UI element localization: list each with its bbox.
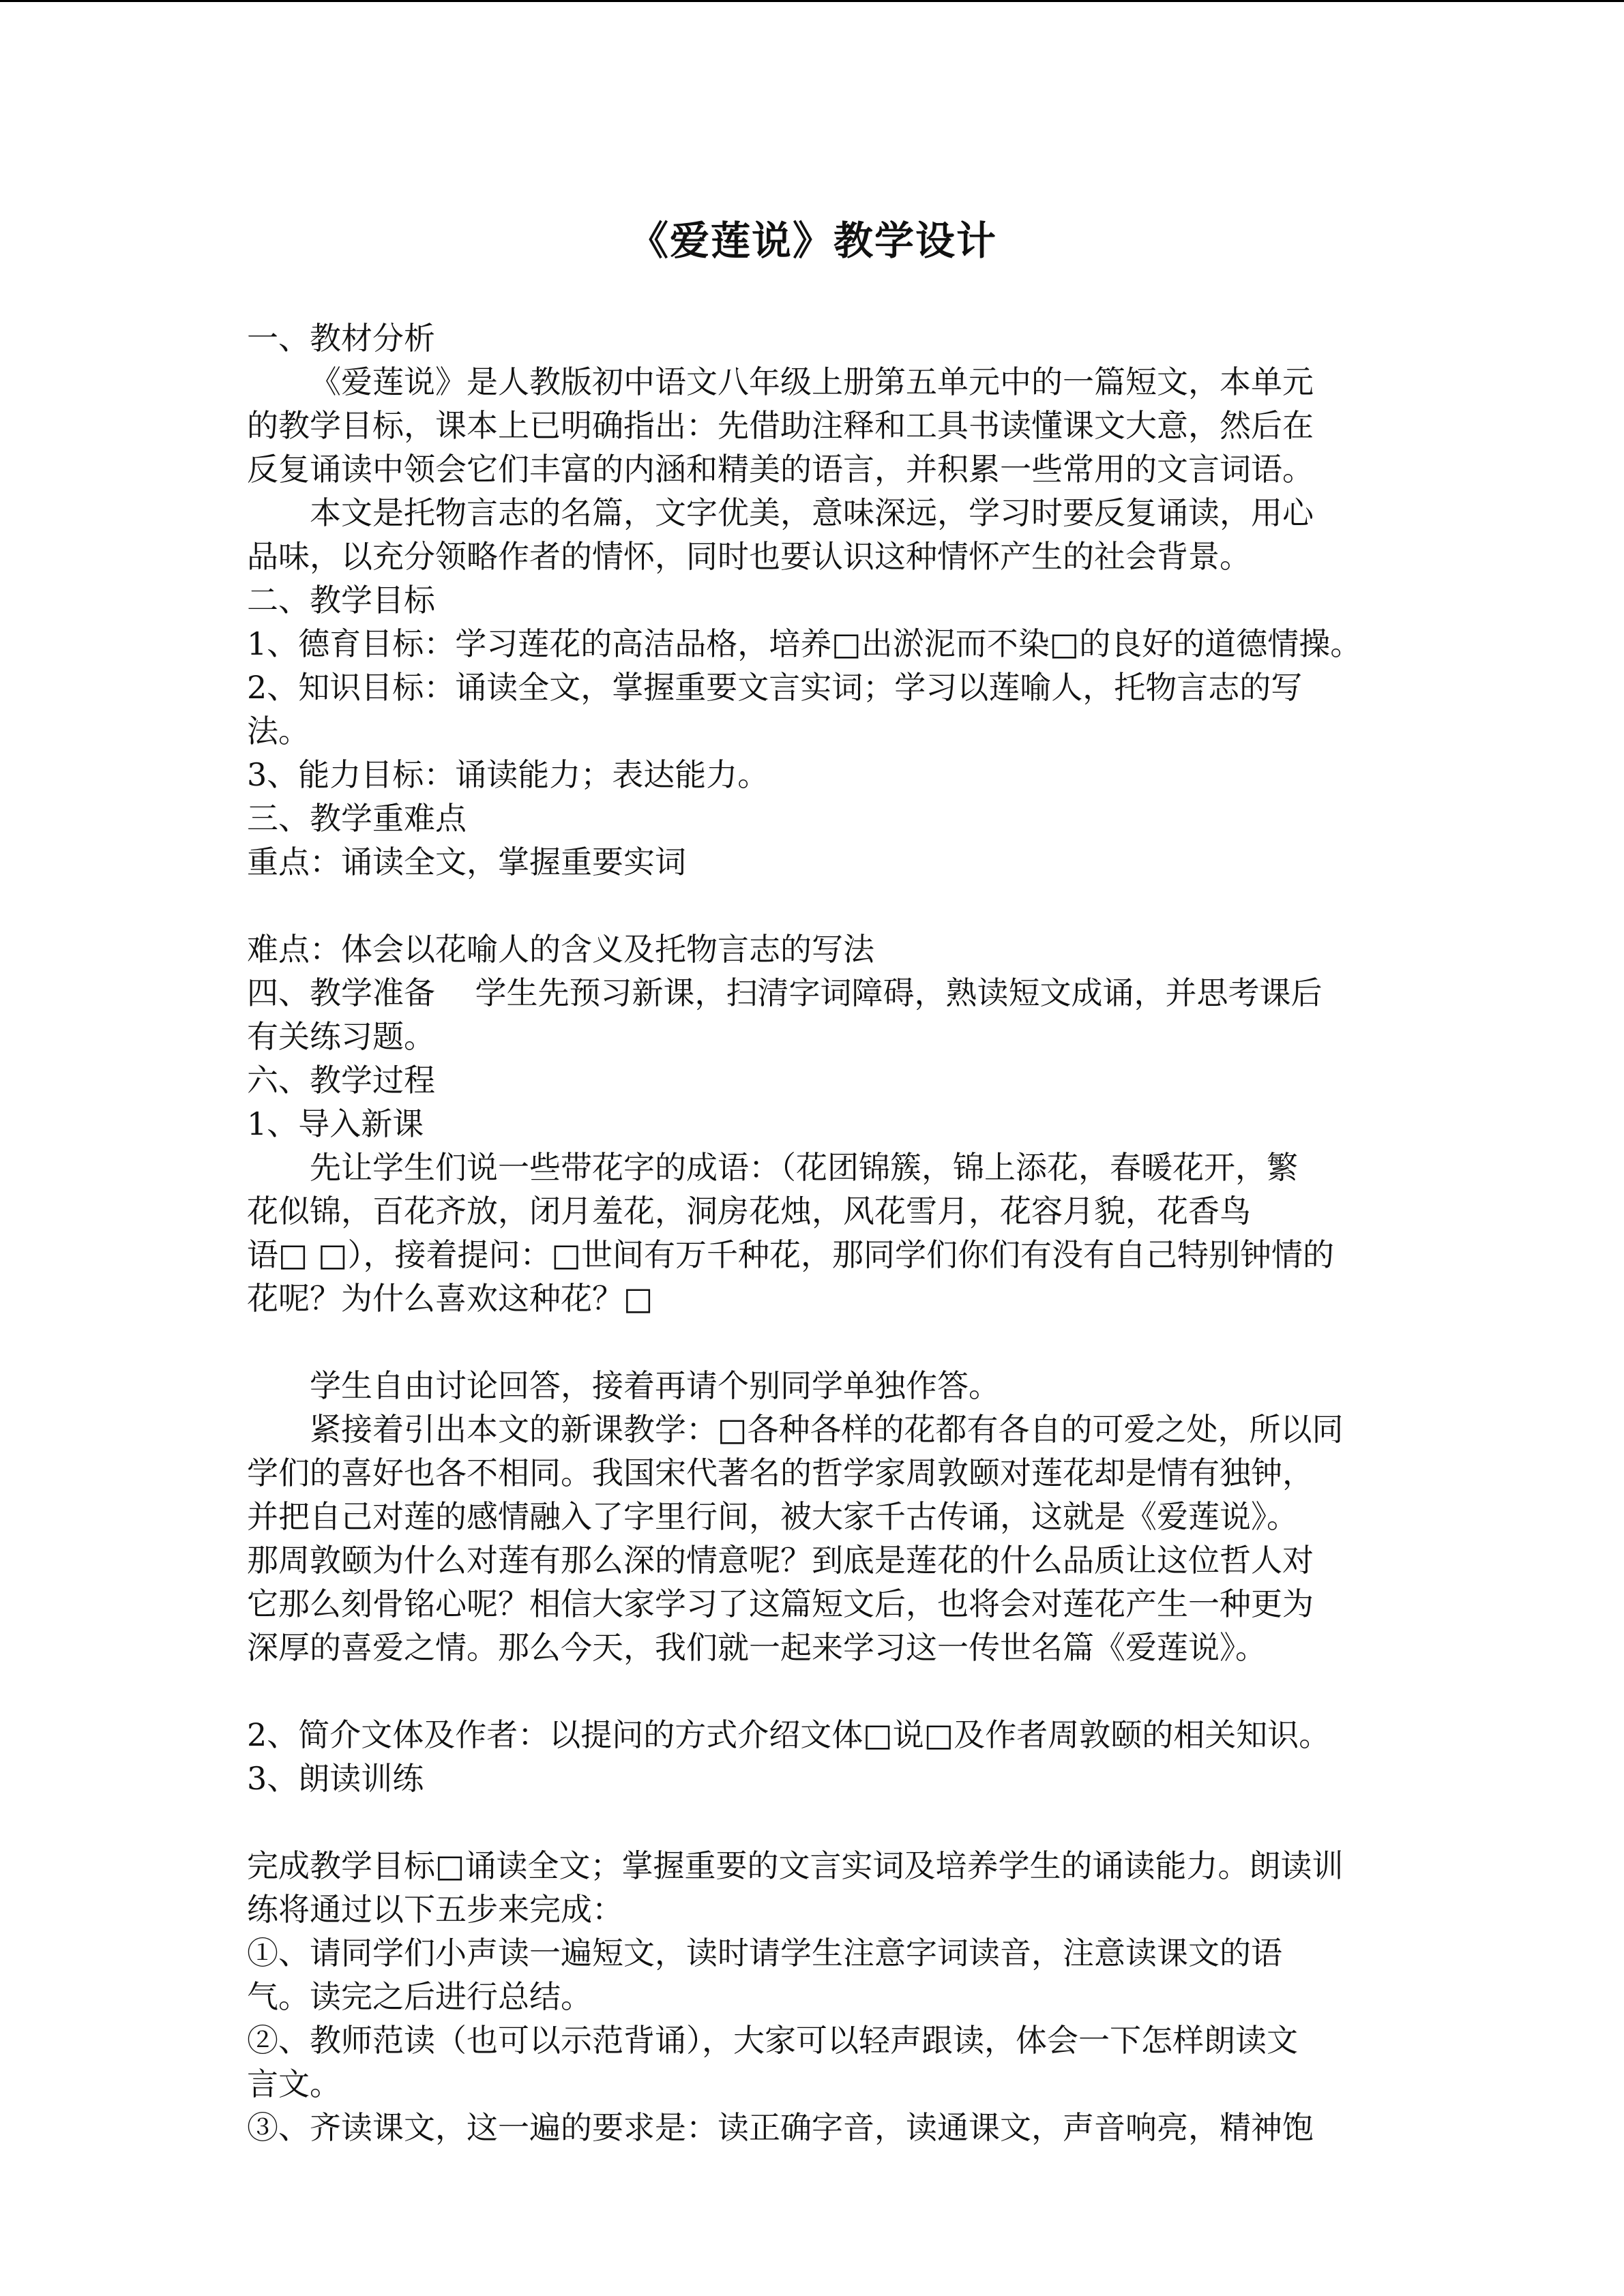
document-title: 《爱莲说》教学设计 <box>628 218 997 264</box>
blank-line <box>247 1320 1379 1364</box>
paragraph-line: 花似锦，百花齐放，闭月羞花，洞房花烛，风花雪月，花容月貌，花香鸟 <box>247 1193 1251 1229</box>
step-heading-introduction: 1、导入新课 <box>247 1105 424 1142</box>
paragraph-line: 它那么刻骨铭心呢？相信大家学习了这篇短文后，也将会对莲花产生一种更为 <box>247 1585 1314 1622</box>
section-heading-key-points: 三、教学重难点 <box>247 800 467 837</box>
reading-step: ①、请同学们小声读一遍短文，读时请学生注意字词读音，注意读课文的语 <box>247 1935 1282 1971</box>
difficult-point: 难点：体会以花喻人的含义及托物言志的写法 <box>247 931 874 968</box>
page-top-border <box>0 0 1624 2</box>
section-heading-objectives: 二、教学目标 <box>247 582 435 618</box>
document-body <box>247 316 1379 2149</box>
paragraph-line: 语□ □），接着提问：□世间有万千种花，那同学们你们有没有自己特别钟情的 <box>247 1236 1335 1273</box>
paragraph-line: 紧接着引出本文的新课教学：□各种各样的花都有各自的可爱之处，所以同 <box>310 1411 1344 1448</box>
document-page <box>247 203 1379 2149</box>
step-heading-reading: 3、朗读训练 <box>247 1760 424 1797</box>
paragraph-line: 《爱莲说》是人教版初中语文八年级上册第五单元中的一篇短文，本单元 <box>310 363 1314 400</box>
blank-line <box>247 1800 1379 1844</box>
paragraph-line: 深厚的喜爱之情。那么今天，我们就一起来学习这一传世名篇《爱莲说》。 <box>247 1629 1267 1666</box>
paragraph-line: 有关练习题。 <box>247 1018 435 1055</box>
section-heading-process: 六、教学过程 <box>247 1062 435 1099</box>
reading-step: ③、齐读课文，这一遍的要求是：读正确字音，读通课文，声音响亮，精神饱 <box>247 2109 1314 2146</box>
paragraph-line: 并把自己对莲的感情融入了字里行间，被大家千古传诵，这就是《爱莲说》。 <box>247 1498 1298 1535</box>
objective-moral: 1、德育目标：学习莲花的高洁品格，培养□出淤泥而不染□的良好的道德情操。 <box>247 625 1362 662</box>
paragraph-line: 反复诵读中领会它们丰富的内涵和精美的语言，并积累一些常用的文言词语。 <box>247 451 1314 488</box>
paragraph-line: 完成教学目标□诵读全文；掌握重要的文言实词及培养学生的诵读能力。朗读训 <box>247 1847 1344 1884</box>
paragraph-line: 品味，以充分领略作者的情怀，同时也要认识这种情怀产生的社会背景。 <box>247 538 1251 575</box>
blank-line <box>247 884 1379 927</box>
objective-ability: 3、能力目标：诵读能力；表达能力。 <box>247 756 769 793</box>
step-heading-author: 2、简介文体及作者：以提问的方式介绍文体□说□及作者周敦颐的相关知识。 <box>247 1716 1331 1753</box>
paragraph-line: 法。 <box>247 713 310 749</box>
key-point: 重点：诵读全文，掌握重要实词 <box>247 844 686 880</box>
objective-knowledge: 2、知识目标：诵读全文，掌握重要文言实词；学习以莲喻人，托物言志的写 <box>247 669 1303 706</box>
section-heading-preparation: 四、教学准备 学生先预习新课，扫清字词障碍，熟读短文成诵，并思考课后 <box>247 974 1323 1011</box>
paragraph-line: 学们的喜好也各不相同。我国宋代著名的哲学家周敦颐对莲花却是情有独钟， <box>247 1455 1314 1491</box>
paragraph-line: 本文是托物言志的名篇，文字优美，意味深远，学习时要反复诵读，用心 <box>310 494 1314 531</box>
paragraph-line: 学生自由讨论回答，接着再请个别同学单独作答。 <box>310 1367 1000 1404</box>
paragraph-line: 那周敦颐为什么对莲有那么深的情意呢？到底是莲花的什么品质让这位哲人对 <box>247 1542 1314 1579</box>
paragraph-line: 先让学生们说一些带花字的成语：（花团锦簇，锦上添花，春暖花开，繁 <box>310 1149 1298 1186</box>
paragraph-line: 练将通过以下五步来完成： <box>247 1891 623 1928</box>
paragraph-line: 气。读完之后进行总结。 <box>247 1978 592 2015</box>
paragraph-line: 花呢？为什么喜欢这种花？□ <box>247 1280 653 1317</box>
section-heading-materials: 一、教材分析 <box>247 320 435 357</box>
paragraph-line: 的教学目标，课本上已明确指出：先借助注释和工具书读懂课文大意，然后在 <box>247 407 1314 444</box>
blank-line <box>247 1669 1379 1713</box>
reading-step: ②、教师范读（也可以示范背诵），大家可以轻声跟读，体会一下怎样朗读文 <box>247 2022 1298 2059</box>
paragraph-line: 言文。 <box>247 2066 341 2102</box>
